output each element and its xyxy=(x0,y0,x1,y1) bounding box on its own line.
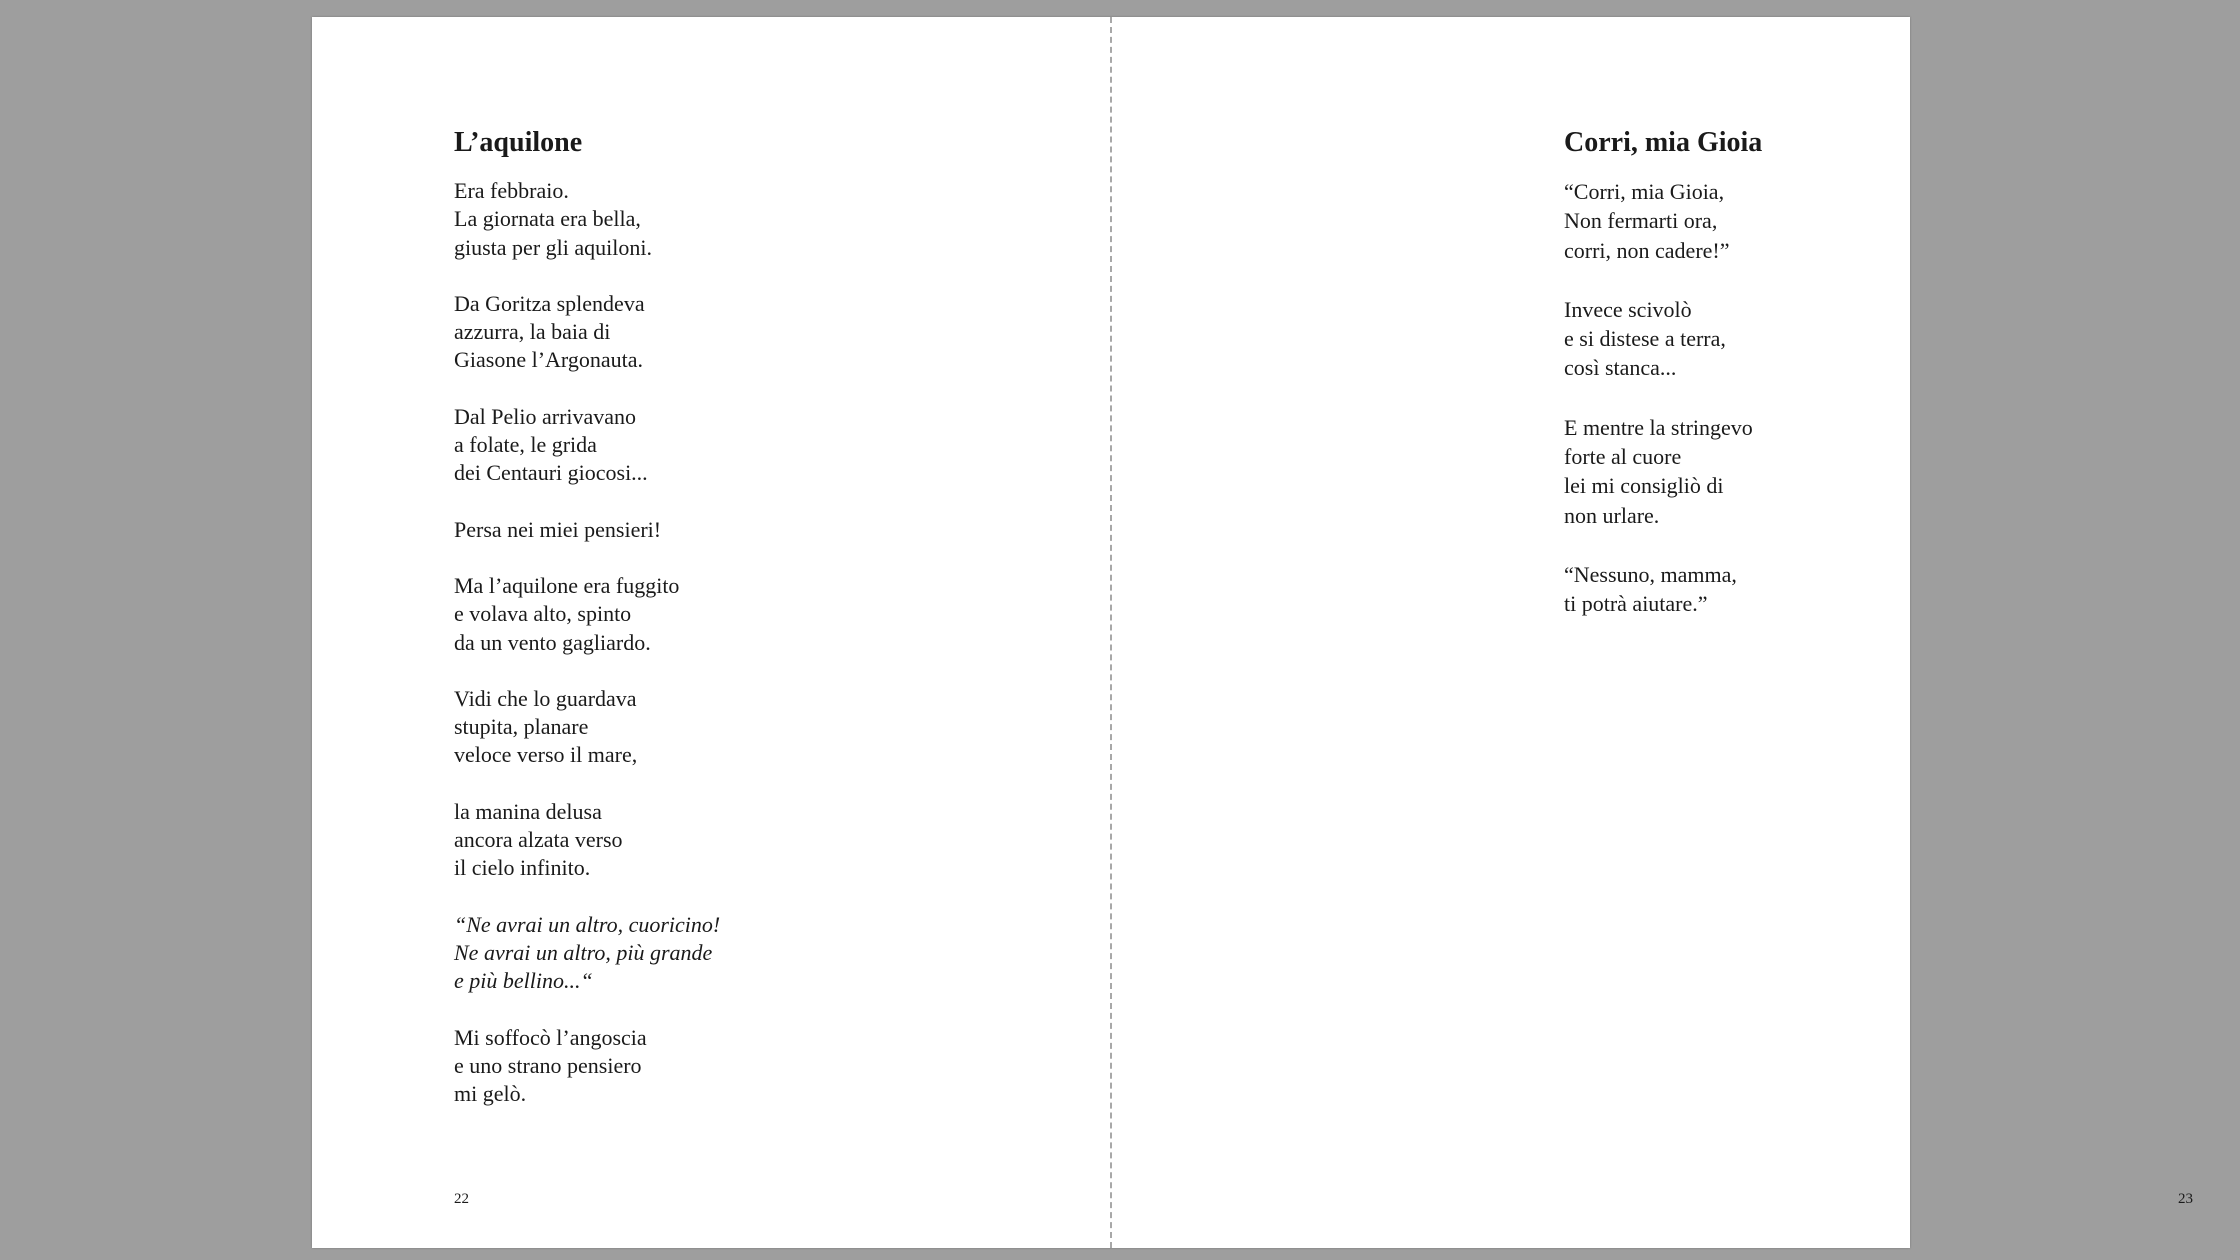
stanza xyxy=(454,911,720,996)
stanza xyxy=(1564,295,1762,383)
stanza xyxy=(1564,177,1762,265)
page-number: 23 xyxy=(2178,1191,2193,1207)
verse-line: Mi soffocò l’angoscia xyxy=(454,1024,647,1050)
poem-corri-mia-gioia xyxy=(1564,123,1762,649)
verse-line: Era febbraio. xyxy=(454,178,569,203)
verse-line: “Nessuno, mamma, xyxy=(1564,561,1737,587)
verse-line: Ne avrai un altro, più grande xyxy=(454,939,713,965)
verse-line: Persa nei miei pensieri! xyxy=(454,516,662,542)
verse-line: e si distese a terra, xyxy=(1564,326,1726,352)
verse-line: veloce verso il mare, xyxy=(454,742,638,768)
poem-title: Corri, mia Gioia xyxy=(1564,127,1763,158)
verse-line: Vidi che lo guardava xyxy=(454,685,637,711)
stanza xyxy=(454,685,720,770)
verse-line: lei mi consigliò di xyxy=(1564,473,1724,499)
verse-line: E mentre la stringevo xyxy=(1564,414,1753,440)
book-spread xyxy=(312,17,2193,1248)
verse-line: stupita, planare xyxy=(454,714,589,740)
stanza xyxy=(454,403,720,488)
stanza-list xyxy=(454,177,720,1108)
verse-line: “Ne avrai un altro, cuoricino! xyxy=(454,911,721,937)
stanza xyxy=(454,177,720,262)
stanza xyxy=(454,1024,720,1109)
verse-line: corri, non cadere!” xyxy=(1564,237,1730,263)
verse-line: così stanca... xyxy=(1564,355,1677,381)
verse-line: La giornata era bella, xyxy=(454,206,641,232)
verse-line: la manina delusa xyxy=(454,798,602,824)
stanza xyxy=(454,572,720,657)
verse-line: ti potrà aiutare.” xyxy=(1564,591,1708,617)
verse-line: e più bellino...“ xyxy=(454,968,593,994)
stanza xyxy=(1564,560,1762,619)
verse-line: Invece scivolò xyxy=(1564,296,1692,322)
verse-line: azzurra, la baia di xyxy=(454,319,611,345)
verse-line: ancora alzata verso xyxy=(454,827,623,853)
verse-line: da un vento gagliardo. xyxy=(454,629,651,655)
verse-line: e uno strano pensiero xyxy=(454,1052,642,1078)
verse-line: e volava alto, spinto xyxy=(454,601,632,627)
right-page xyxy=(1112,17,2193,1248)
verse-line: Dal Pelio arrivavano xyxy=(454,403,637,429)
verse-line: giusta per gli aquiloni. xyxy=(454,234,652,260)
verse-line: Non fermarti ora, xyxy=(1564,208,1718,234)
page-number: 22 xyxy=(454,1191,469,1207)
verse-line: Giasone l’Argonauta. xyxy=(454,347,643,373)
stanza xyxy=(454,798,720,883)
verse-line: a folate, le grida xyxy=(454,432,597,458)
stanza xyxy=(454,516,720,544)
verse-line: Ma l’aquilone era fuggito xyxy=(454,572,680,598)
poem-laquilone xyxy=(454,123,720,1136)
stanza xyxy=(1564,413,1762,530)
verse-line: non urlare. xyxy=(1564,502,1660,528)
poem-title: L’aquilone xyxy=(454,127,583,158)
verse-line: mi gelò. xyxy=(454,1081,527,1107)
verse-line: “Corri, mia Gioia, xyxy=(1564,179,1725,204)
stanza-list xyxy=(1564,177,1762,619)
stanza xyxy=(454,290,720,375)
verse-line: dei Centauri giocosi... xyxy=(454,460,648,486)
verse-line: il cielo infinito. xyxy=(454,855,591,881)
verse-line: Da Goritza splendeva xyxy=(454,290,645,316)
verse-line: forte al cuore xyxy=(1564,444,1682,470)
left-page xyxy=(312,17,1110,1248)
